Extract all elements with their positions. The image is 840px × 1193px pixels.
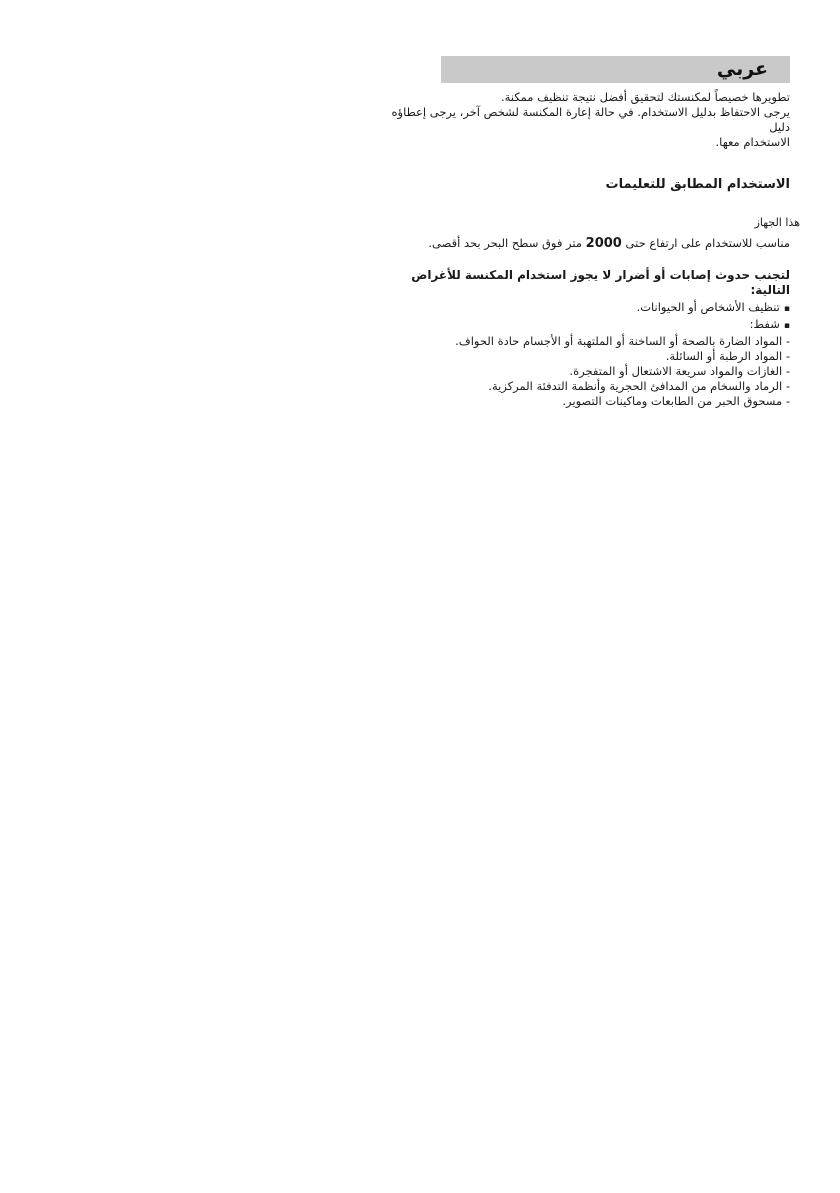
- dash-item: - مسحوق الحبر من الطابعات وماكينات التصوير.: [388, 394, 790, 409]
- altitude-text-after: متر فوق سطح البحر بحد أقصى.: [428, 236, 583, 250]
- intro-paragraph: [388, 90, 790, 150]
- intro-line-1: تطويرها خصيصاً لمكنستك لتحقيق أفضل نتيجة تنظيف ممكنة.: [500, 90, 790, 104]
- altitude-value: 2000: [585, 236, 622, 251]
- bullet-item: ▪ تنظيف الأشخاص أو الحيوانات.: [388, 300, 790, 317]
- bullet-item: ▪ شفط:: [388, 317, 790, 334]
- language-header-bar: [441, 56, 790, 83]
- section-heading: الاستخدام المطابق للتعليمات: [605, 177, 790, 192]
- intro-line-2: يرجى الاحتفاظ بدليل الاستخدام. في حالة إعارة المكنسة لشخص آخر، يرجى إعطاؤه دليل: [391, 105, 790, 134]
- intro-line-3: الاستخدام معها.: [715, 135, 790, 149]
- dash-item: - المواد الضارة بالصحة أو الساخنة أو الملتهبة أو الأجسام حادة الحواف.: [388, 334, 790, 349]
- device-altitude-line: [388, 236, 790, 251]
- altitude-text-before: مناسب للاستخدام على ارتفاع حتى: [625, 236, 790, 250]
- warnings-heading: لتجنب حدوث إصابات أو أضرار لا يجوز استخدام المكنسة للأغراض التالية:: [411, 268, 790, 297]
- dash-item: - الغازات والمواد سريعة الاشتعال أو المتفجرة.: [388, 364, 790, 379]
- language-title: عربي: [716, 58, 768, 80]
- dash-item: - المواد الرطبة أو السائلة.: [388, 349, 790, 364]
- device-usage-block: [388, 215, 800, 251]
- warnings-block: [388, 268, 790, 409]
- device-label: هذا الجهاز: [754, 216, 800, 229]
- dash-item: - الرماد والسخام من المدافئ الحجرية وأنظمة التدفئة المركزية.: [388, 379, 790, 394]
